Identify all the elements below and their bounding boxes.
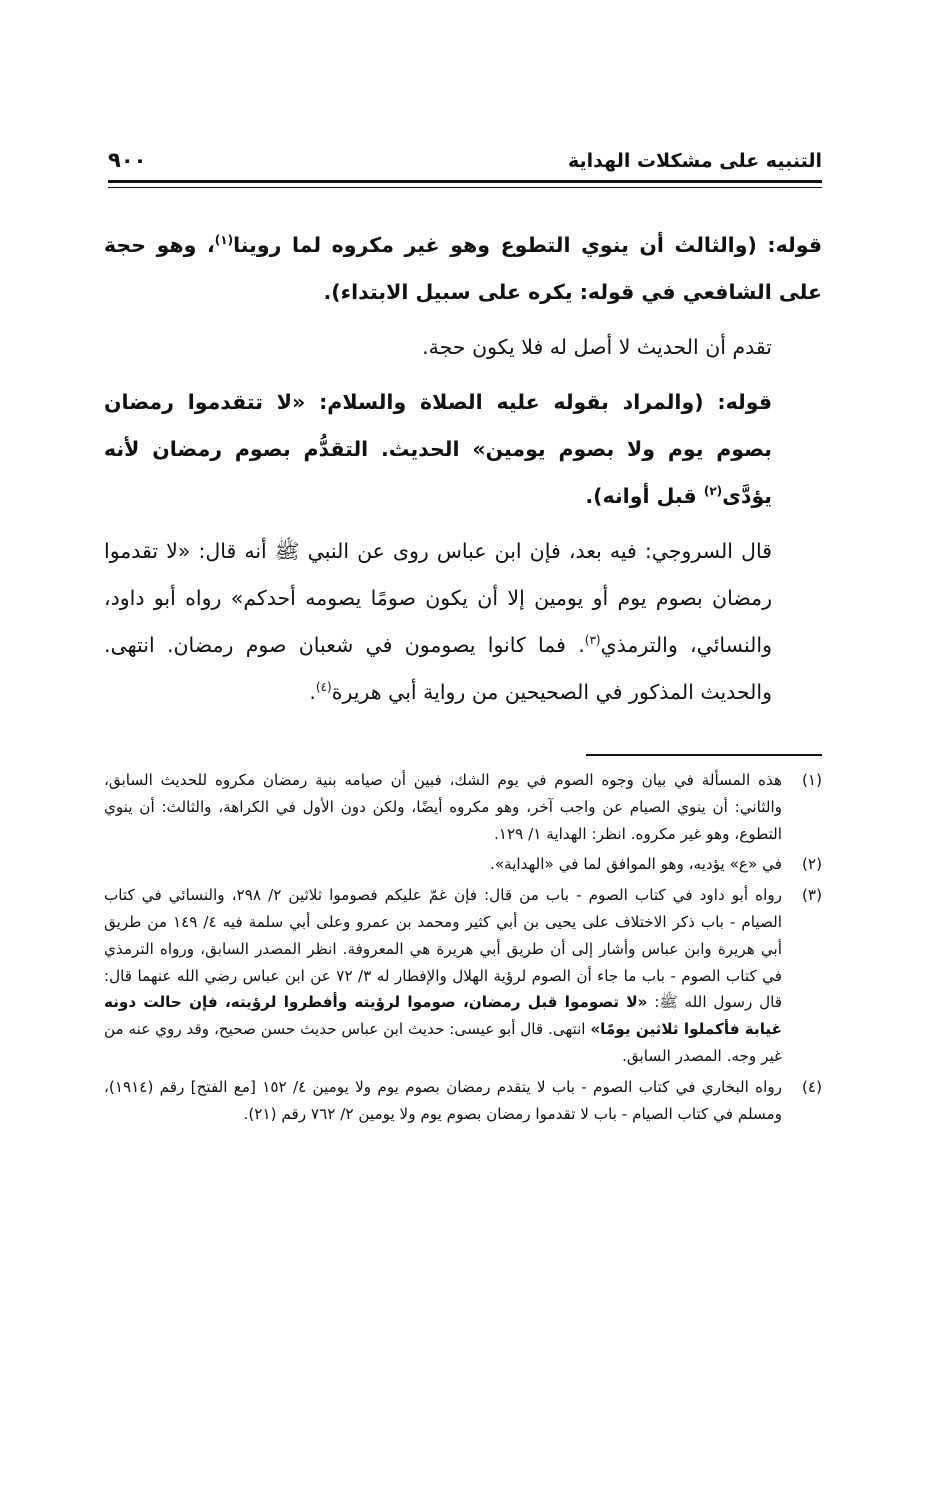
footnote-text-b: انتهى. قال أبو عيسى: حديث ابن عباس حديث حسن صحيح، وقد روي عنه من غير وجه. المصدر السابق. bbox=[104, 1020, 782, 1065]
main-text bbox=[104, 222, 822, 724]
paragraph-4-text-b: . فما كانوا يصومون في شعبان صوم رمضان. انتهى. والحديث المذكور في الصحيحين من رواية أبي هريرة bbox=[104, 633, 772, 704]
footnote-ref-2[interactable]: (٢) bbox=[703, 484, 723, 499]
footnote-text: في «ع» يؤديه، وهو الموافق لما في «الهداية». bbox=[489, 855, 782, 874]
paragraph-3 bbox=[104, 379, 822, 520]
page-number: ٩٠٠ bbox=[108, 148, 147, 172]
footnotes bbox=[104, 767, 822, 1131]
footnote-2 bbox=[104, 851, 822, 878]
paragraph-3-text-b: قبل أوانه). bbox=[585, 484, 704, 508]
footnote-ref-4[interactable]: (٤) bbox=[315, 680, 332, 695]
footnote-3 bbox=[104, 882, 822, 1070]
footnote-ref-1[interactable]: (١) bbox=[214, 233, 234, 248]
footnote-text bbox=[104, 882, 782, 1070]
footnote-number: (٣) bbox=[801, 886, 822, 905]
running-header bbox=[108, 142, 822, 172]
paragraph-1-text-a: قوله: (والثالث أن ينوي التطوع وهو غير مكروه لما روينا bbox=[233, 233, 823, 257]
running-title: التنبيه على مشكلات الهداية bbox=[568, 150, 822, 172]
paragraph-4-text-c: . bbox=[309, 680, 316, 704]
footnote-number: (١) bbox=[801, 771, 822, 789]
hadith-quote: «لا تصوموا قبل رمضان، صوموا لرؤيته وأفطروا لرؤيته، فإن حالت دونه غيابة فأكملوا ثلاثين يومًا» bbox=[104, 993, 782, 1039]
paragraph-1 bbox=[104, 222, 822, 316]
paragraph-2: تقدم أن الحديث لا أصل له فلا يكون حجة. bbox=[422, 335, 772, 359]
header-rule-thin bbox=[108, 187, 822, 188]
paragraph-1-text-b: ، وهو حجة على الشافعي في قوله: يكره على سبيل الابتداء). bbox=[104, 233, 822, 304]
footnote-text: رواه البخاري في كتاب الصوم - باب لا يتقدم رمضان بصوم يوم ولا يومين ٤/ ١٥٢ [مع الفتح] رقم (١٩١٤)، ومسلم في كتاب الصيام - باب لا تقدموا رمضان بصوم يوم ولا يومين ٢/ ٧٦٢ رقم (٢١). bbox=[104, 1077, 782, 1123]
paragraph-4-text-a: قال السروجي: فيه بعد، فإن ابن عباس روى عن النبي ﷺ أنه قال: «لا تقدموا رمضان بصوم يوم أو يومين إلا أن يكون صومًا يصومه أحدكم» رواه أبو داود، والنسائي، والترمذي bbox=[104, 539, 772, 657]
footnote-4 bbox=[104, 1074, 822, 1128]
footnote-number: (٢) bbox=[801, 855, 822, 874]
footnote-text: هذه المسألة في بيان وجوه الصوم في يوم الشك، فبين أن صيامه بنية رمضان مكروه للحديث السابق، والثاني: أن ينوي الصيام عن واجب آخر، وهو مكروه أيضًا، ولكن دون الأول في الكراهة، والثالث: أن ينوي التطوع، وهو غير مكروه. انظر: الهداية ١/ ١٢٩. bbox=[104, 771, 782, 843]
footnote-separator bbox=[586, 754, 822, 756]
footnote-ref-3[interactable]: (٣) bbox=[584, 633, 601, 648]
footnote-1 bbox=[104, 767, 822, 847]
footnote-text-a: رواه أبو داود في كتاب الصوم - باب من قال: فإن غمّ عليكم فصوموا ثلاثين ٢/ ٢٩٨، والنسائي في كتاب الصيام - باب ذكر الاختلاف على يحيى بن أبي كثير ومحمد بن عمرو وعلى أبي سلمة فيه ٤/ ١٤٩ من طريق أبي هريرة وابن عباس وأشار إلى أن طريق أبي هريرة هي المعروفة. انظر المصدر السابق، ورواه الترمذي في كتاب الصوم - باب ما جاء أن الصوم لرؤية الهلال والإفطار له ٣/ ٧٢ عن ابن عباس رضي الله عنهما قال: قال رسول الله ﷺ: bbox=[104, 886, 782, 1012]
paragraph-4 bbox=[104, 528, 822, 716]
footnote-number: (٤) bbox=[801, 1077, 822, 1096]
paragraph-3-text-a: قوله: (والمراد بقوله عليه الصلاة والسلام: «لا تتقدموا رمضان بصوم يوم ولا بصوم يومين» الحديث. التقدُّم بصوم رمضان لأنه يؤدَّى bbox=[104, 390, 772, 508]
header-rule-thick bbox=[108, 180, 822, 183]
